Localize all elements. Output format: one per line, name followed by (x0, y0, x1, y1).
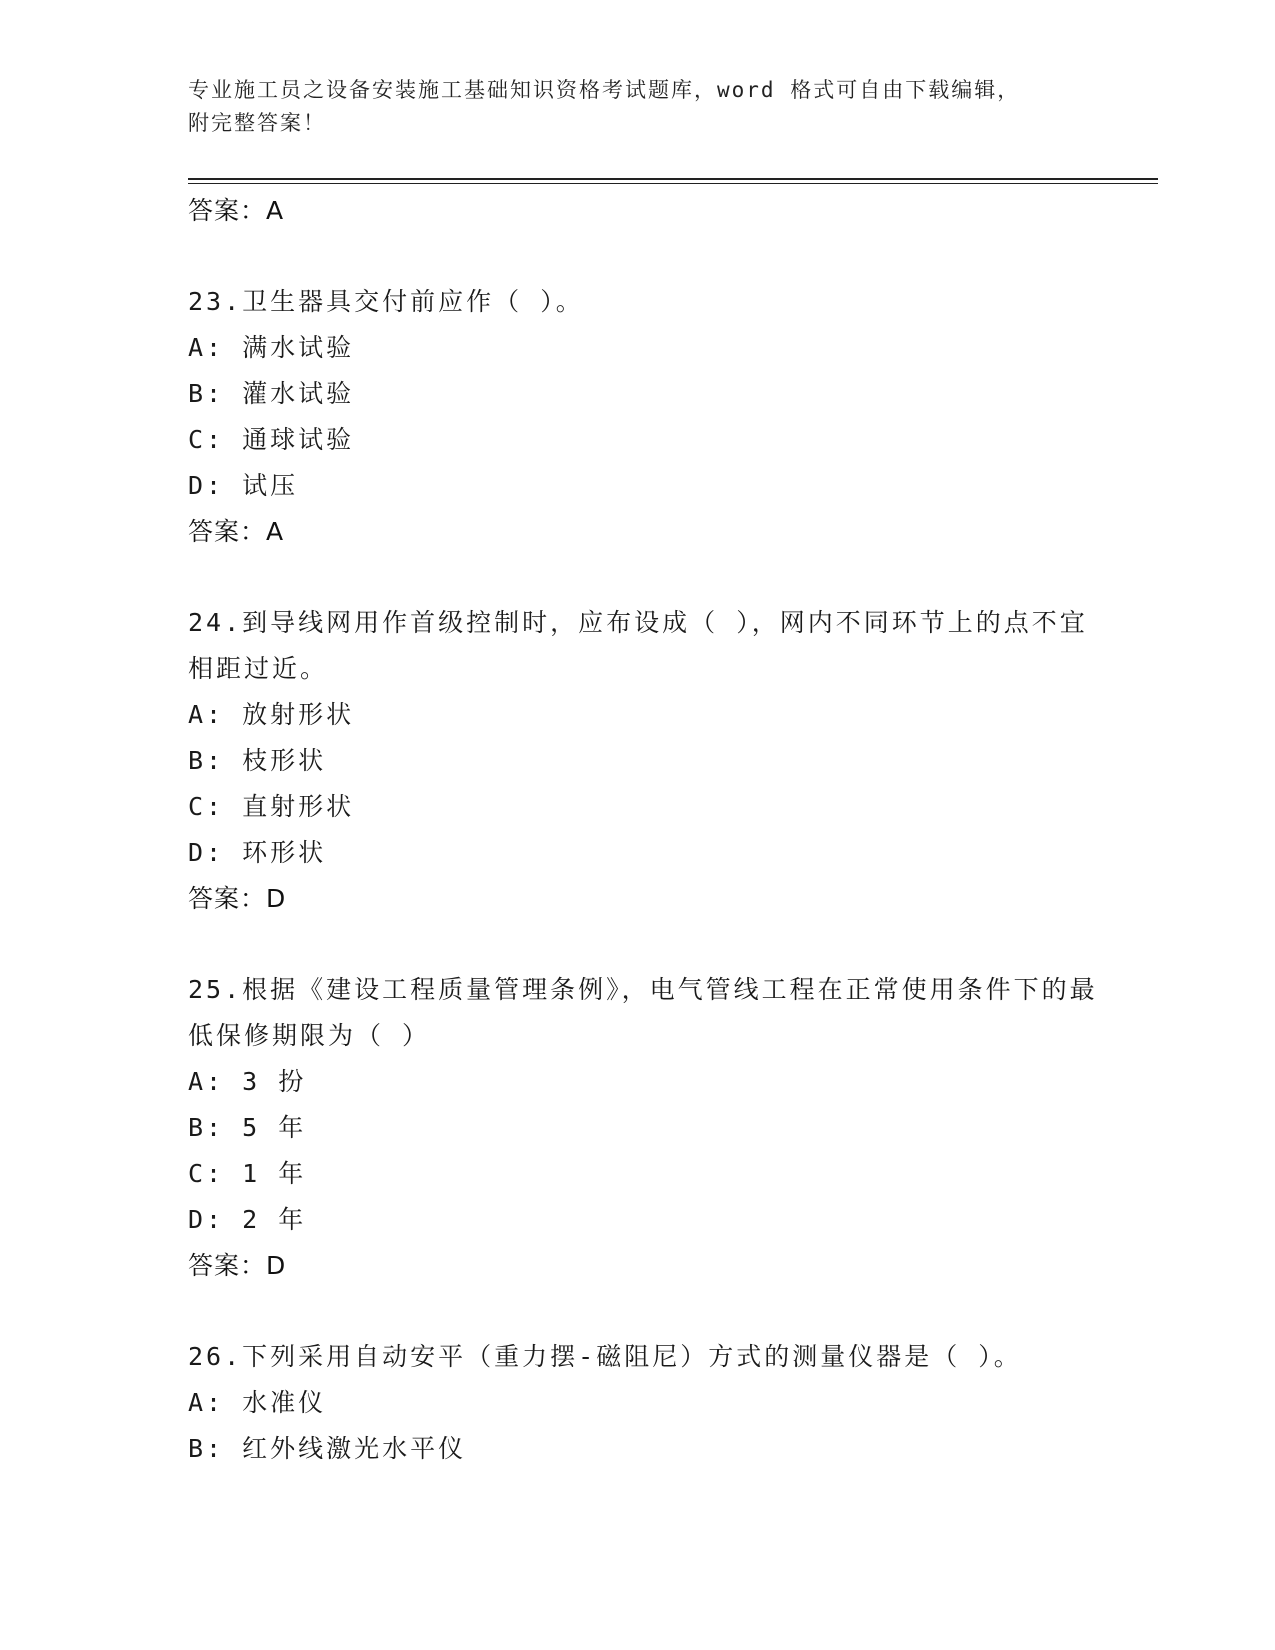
header-divider-thin (188, 183, 1158, 184)
question-stem: 23.卫生器具交付前应作（ ）。 (188, 287, 584, 316)
option-a: A: 放射形状 (188, 700, 355, 729)
question-25 (188, 967, 1108, 1289)
header-line-1: 专业施工员之设备安装施工基础知识资格考试题库，word 格式可自由下载编辑， (188, 78, 1021, 102)
option-c: C: 1 年 (188, 1159, 307, 1188)
option-c: C: 直射形状 (188, 792, 355, 821)
header-divider (188, 178, 1158, 180)
question-stem: 25.根据《建设工程质量管理条例》，电气管线工程在正常使用条件下的最低保修期限为（ ） (188, 975, 1098, 1050)
answer-line: 答案：D (188, 884, 287, 913)
question-stem: 24.到导线网用作首级控制时，应布设成（ ），网内不同环节上的点不宜相距过近。 (188, 608, 1088, 683)
option-a: A: 3 扮 (188, 1067, 307, 1096)
question-26 (188, 1334, 1108, 1472)
option-a: A: 满水试验 (188, 333, 355, 362)
option-b: B: 灌水试验 (188, 379, 355, 408)
option-b: B: 5 年 (188, 1113, 307, 1142)
option-b: B: 枝形状 (188, 746, 327, 775)
option-d: D: 环形状 (188, 838, 327, 867)
option-d: D: 试压 (188, 471, 299, 500)
document-header (188, 74, 1068, 140)
answer-line: 答案：A (188, 196, 285, 225)
question-23 (188, 279, 1108, 555)
question-24 (188, 600, 1108, 922)
option-b: B: 红外线激光水平仪 (188, 1434, 467, 1463)
option-d: D: 2 年 (188, 1205, 307, 1234)
question-stem: 26.下列采用自动安平（重力摆-磁阻尼）方式的测量仪器是（ ）。 (188, 1342, 1022, 1371)
option-c: C: 通球试验 (188, 425, 355, 454)
answer-line: 答案：A (188, 517, 285, 546)
question-list (188, 188, 1108, 1472)
answer-line: 答案：D (188, 1251, 287, 1280)
header-line-2: 附完整答案！ (188, 111, 326, 135)
option-a: A: 水准仪 (188, 1388, 327, 1417)
